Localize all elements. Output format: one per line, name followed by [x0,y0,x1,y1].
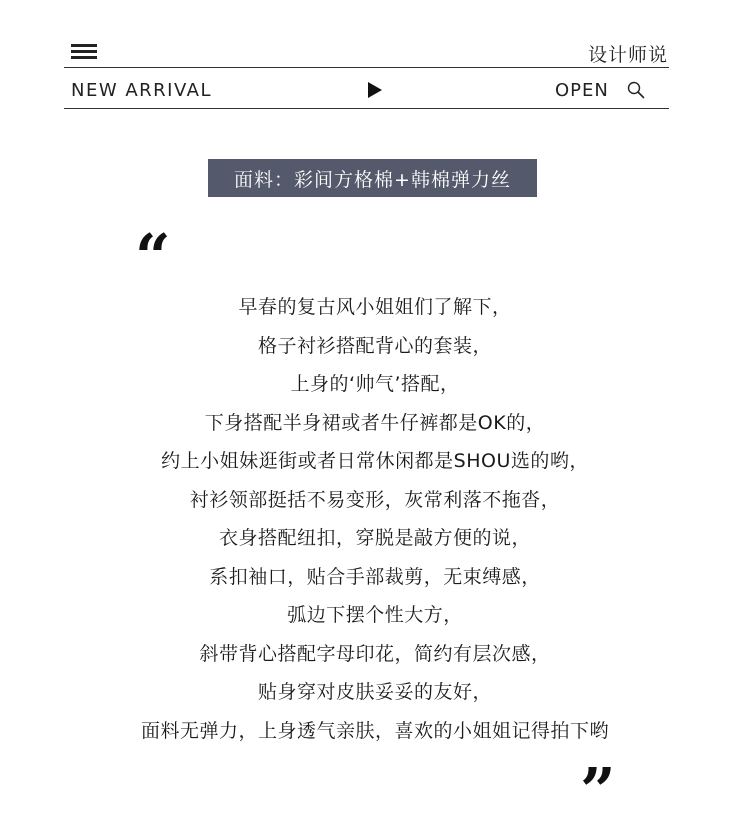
quote-line: 面料无弹力，上身透气亲肤，喜欢的小姐姐记得拍下哟 [140,719,609,742]
menu-icon-bar [71,56,97,59]
quote-line: 贴身穿对皮肤妥妥的友好， [257,681,492,703]
close-quote-mark: ” [580,754,616,827]
menu-icon-bar [71,44,97,47]
quote-line: 下身搭配半身裙或者牛仔裤都是OK的， [204,411,546,434]
quote-line: 格子衬衫搭配背心的套装， [257,334,492,357]
open-button[interactable]: OPEN [555,80,609,101]
quote-line: 早春的复古风小姐姐们了解下， [238,296,512,318]
fabric-banner [208,159,537,197]
quote-line: 衬衫领部挺括不易变形，灰常利落不拖沓， [189,488,561,511]
search-icon[interactable] [627,81,645,99]
quote-line: 衣身搭配纽扣，穿脱是敲方便的说， [218,527,531,549]
fabric-banner-text: 面料：彩间方格棉+韩棉弹力丝 [234,168,511,191]
quote-line: 斜带背心搭配字母印花，简约有层次感， [199,642,551,665]
new-arrival-label[interactable]: NEW ARRIVAL [71,80,212,101]
quote-line: 上身的‘帅气’搭配， [290,373,460,395]
open-quote-mark: “ [135,220,171,293]
menu-icon[interactable] [71,44,97,60]
quote-line: 弧边下摆个性大方， [287,604,463,626]
header-divider-top [64,67,669,68]
description-quote [0,288,750,750]
designer-says-link[interactable]: 设计师说 [587,44,668,66]
quote-line: 约上小姐妹逛街或者日常休闲都是SHOU选的哟， [161,450,589,472]
play-icon[interactable] [368,82,382,98]
quote-line: 系扣袖口，贴合手部裁剪，无束缚感， [209,565,541,588]
menu-icon-bar [71,50,97,53]
header-divider-bottom [64,108,669,109]
